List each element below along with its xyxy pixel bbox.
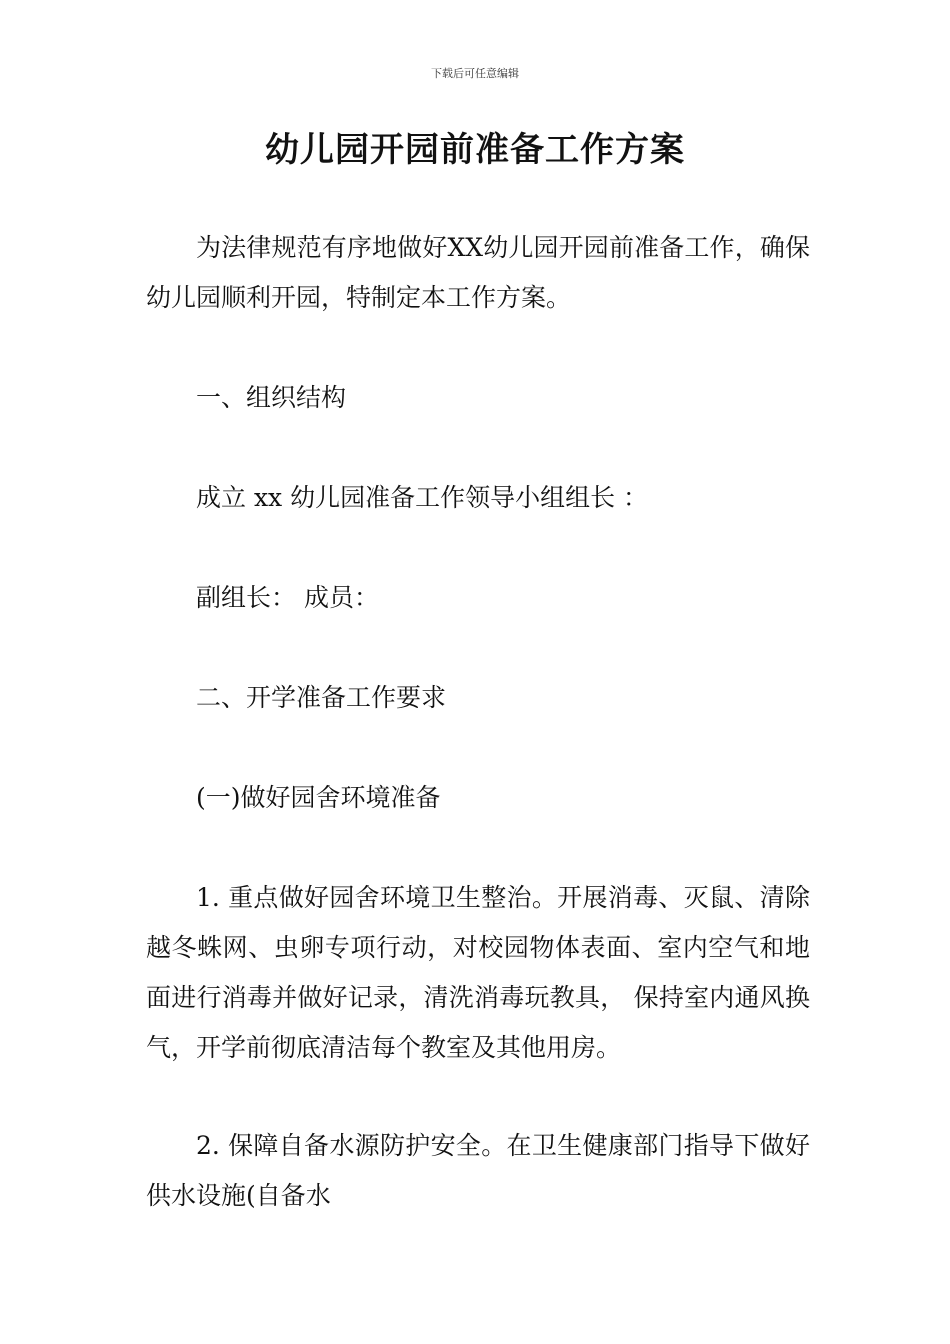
deputy-members-paragraph: 副组长： 成员： [196, 583, 379, 612]
intro-paragraph: 为法律规范有序地做好XX幼儿园开园前准备工作，确保幼儿园顺利开园，特制定本工作方案。 [146, 233, 810, 312]
section1-heading: 一、组织结构 [196, 383, 347, 412]
subsection1-heading: (一)做好园舍环境准备 [196, 783, 441, 812]
document-title: 幼儿园开园前准备工作方案 [265, 130, 685, 170]
item1-paragraph: 1. 重点做好园舍环境卫生整治。开展消毒、灭鼠、清除越冬蛛网、虫卵专项行动，对校园物体表面、室内空气和地面进行消毒并做好记录，清洗消毒玩教具， 保持室内通风换气，开学前彻底清洁每个教室及其他用房。 [146, 883, 810, 1062]
leader-group-paragraph: 成立 xx 幼儿园准备工作领导小组组长 ： [196, 483, 649, 512]
header-note: 下载后可任意编辑 [431, 67, 519, 80]
section2-heading: 二、开学准备工作要求 [196, 683, 447, 712]
item2-paragraph: 2. 保障自备水源防护安全。在卫生健康部门指导下做好供水设施(自备水 [146, 1131, 810, 1210]
